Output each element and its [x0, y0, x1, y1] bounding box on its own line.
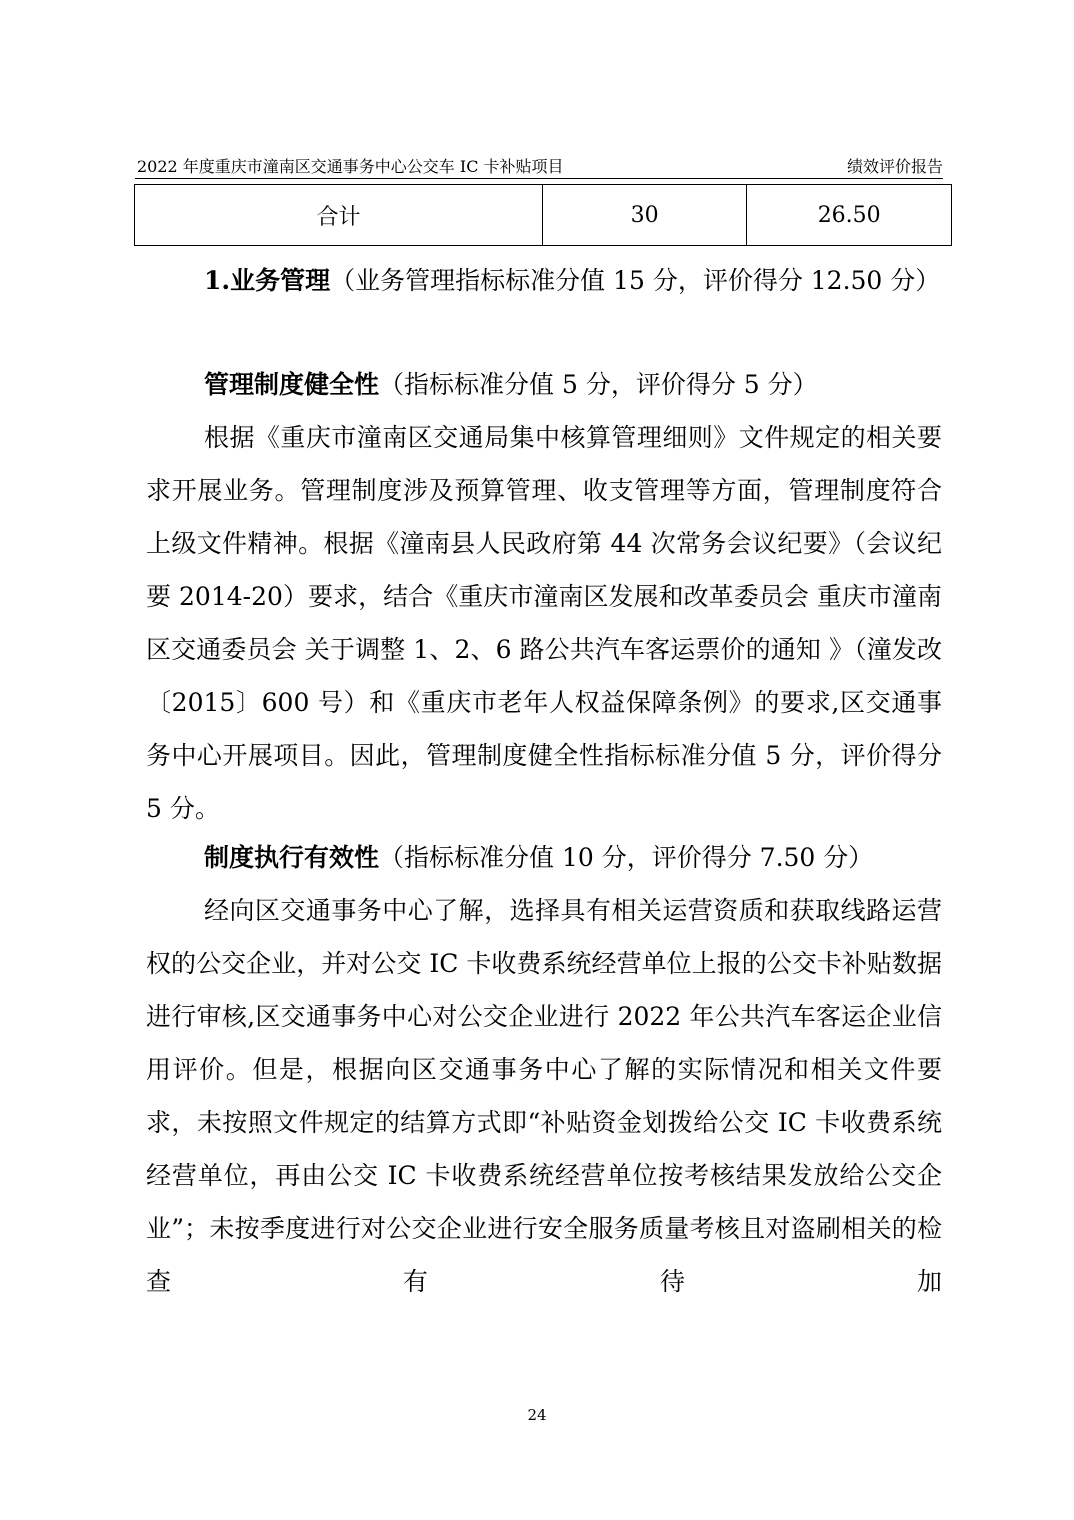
section-business-management: [146, 254, 942, 307]
page-header: [135, 150, 943, 179]
section-execution-effectiveness-heading: [146, 831, 942, 884]
table-row: [135, 185, 952, 246]
section-execution-effectiveness-body: 经向区交通事务中心了解，选择具有相关运营资质和获取线路运营权的公交企业，并对公交 IC 卡收费系统经营单位上报的公交卡补贴数据进行审核,区交通事务中心对公交企业进行 2022 年公共汽车客运企业信用评价。但是，根据向区交通事务中心了解的实际情况和相关文件要求，未按照文件规定的结算方式即“补贴资金划拨给公交 IC 卡收费系统经营单位，再由公交 IC 卡收费系统经营单位按考核结果发放给公交企业”；未按季度进行对公交企业进行安全服务质量考核且对盗刷相关的检查有待加: [146, 896, 942, 1296]
table-cell-score: 26.50: [747, 185, 952, 246]
section-heading: 1.业务管理: [204, 266, 331, 295]
summary-table: [134, 184, 952, 246]
section-score-note: （指标标准分值 5 分，评价得分 5 分）: [379, 370, 818, 399]
section-score-note: （指标标准分值 10 分，评价得分 7.50 分）: [379, 843, 874, 872]
section-heading: 制度执行有效性: [204, 843, 380, 872]
section-system-completeness-heading: [146, 358, 942, 411]
header-report-title: 绩效评价报告: [846, 157, 943, 176]
page-number: 24: [527, 1406, 547, 1424]
section-score-note: （业务管理指标标准分值 15 分，评价得分 12.50 分）: [330, 266, 941, 295]
header-project-title: 2022 年度重庆市潼南区交通事务中心公交车 IC 卡补贴项目: [137, 157, 564, 176]
section-heading: 管理制度健全性: [204, 370, 380, 399]
table-cell-label: 合计: [135, 185, 543, 246]
table-cell-standard: 30: [542, 185, 746, 246]
section-system-completeness-body: 根据《重庆市潼南区交通局集中核算管理细则》文件规定的相关要求开展业务。管理制度涉及预算管理、收支管理等方面，管理制度符合上级文件精神。根据《潼南县人民政府第 44 次常务会议纪要》（会议纪要 2014-20）要求，结合《重庆市潼南区发展和改革委员会 重庆市潼南区交通委员会 关于调整 1、2、6 路公共汽车客运票价的通知 》（潼发改〔2015〕600 号）和《重庆市老年人权益保障条例》的要求,区交通事务中心开展项目。因此，管理制度健全性指标标准分值 5 分，评价得分 5 分。: [146, 423, 942, 823]
